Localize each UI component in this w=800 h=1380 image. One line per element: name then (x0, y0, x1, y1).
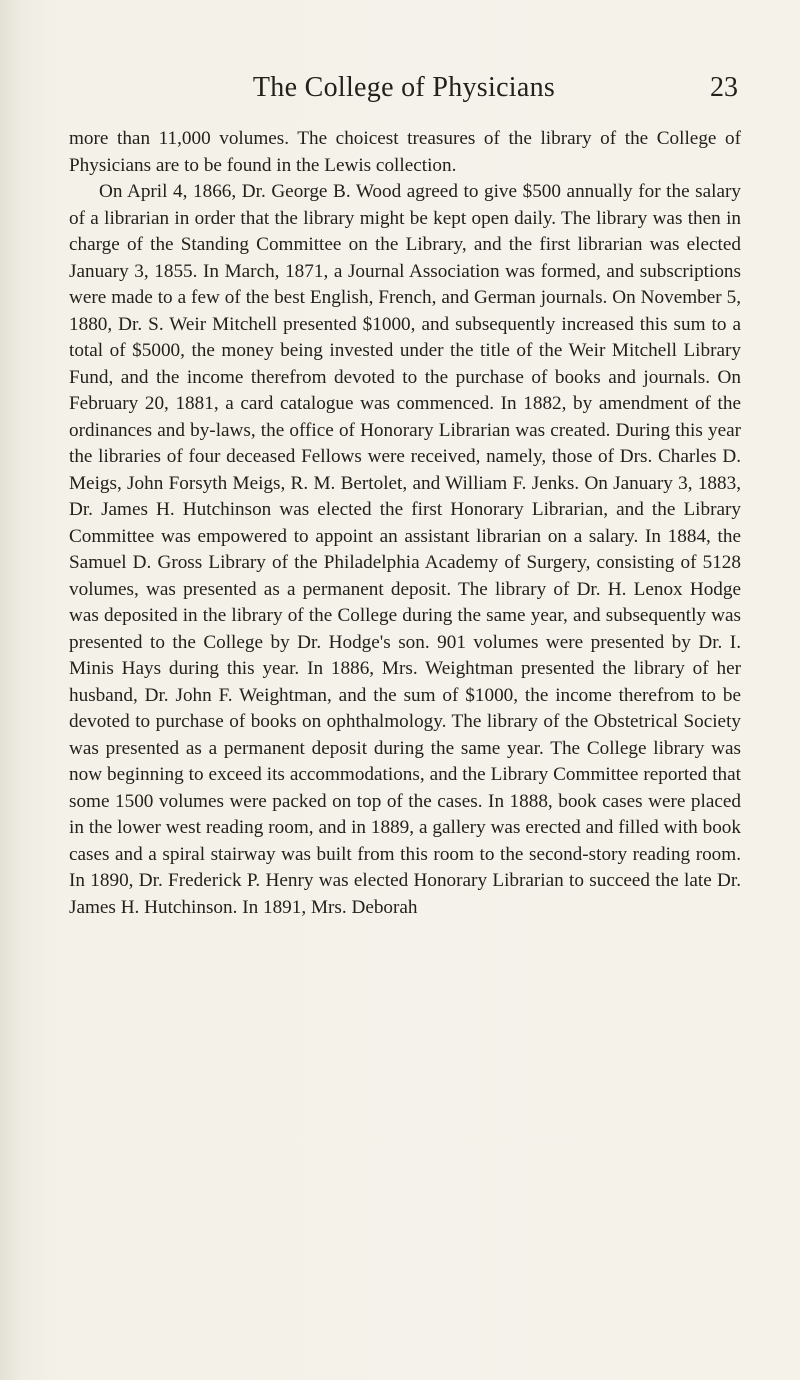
paragraph-continuation: more than 11,000 volumes. The choicest treasures of the library of the College of Physicians are to be found in the Lewis collection. (69, 128, 741, 176)
running-head (70, 72, 738, 112)
running-title: The College of Physicians (252, 72, 556, 103)
page-number: 23 (710, 72, 738, 103)
body-text (69, 126, 741, 921)
paragraph-library-history: On April 4, 1866, Dr. George B. Wood agreed to give $500 annually for the salary of a librarian in order that the library might be kept open daily. The library was then in charge of the Standing Committee on the Library, and the first librarian was elected January 3, 1855. In March, 1871, a Journal Association was formed, and subscriptions were made to a few of the best English, French, and German journals. On November 5, 1880, Dr. S. Weir Mitchell presented $1000, and subsequently increased this sum to a total of $5000, the money being invested under the title of the Weir Mitchell Library Fund, and the income therefrom devoted to the purchase of books and journals. On February 20, 1881, a card catalogue was commenced. In 1882, by amendment of the ordinances and by-laws, the office of Honorary Librarian was created. During this year the libraries of four deceased Fellows were received, namely, those of Drs. Charles D. Meigs, John Forsyth Meigs, R. M. Bertolet, and William F. Jenks. On January 3, 1883, Dr. James H. Hutchinson was elected the first Honorary Librarian, and the Library Committee was empowered to appoint an assistant librarian on a salary. In 1884, the Samuel D. Gross Library of the Philadelphia Academy of Surgery, consisting of 5128 volumes, was presented as a permanent deposit. The library of Dr. H. Lenox Hodge was deposited in the library of the College during the same year, and subsequently was presented to the College by Dr. Hodge's son. 901 volumes were presented by Dr. I. Minis Hays during this year. In 1886, Mrs. Weightman presented the library of her husband, Dr. John F. Weightman, and the sum of $1000, the income therefrom to be devoted to purchase of books on ophthalmology. The library of the Obstetrical Society was presented as a permanent deposit during the same year. The College library was now beginning to exceed its accommodations, and the Library Committee reported that some 1500 volumes were packed on top of the cases. In 1888, book cases were placed in the lower west reading room, and in 1889, a gallery was erected and filled with book cases and a spiral stairway was built from this room to the second-story reading room. In 1890, Dr. Frederick P. Henry was elected Honorary Librarian to succeed the late Dr. James H. Hutchinson. In 1891, Mrs. Deborah (69, 181, 741, 918)
